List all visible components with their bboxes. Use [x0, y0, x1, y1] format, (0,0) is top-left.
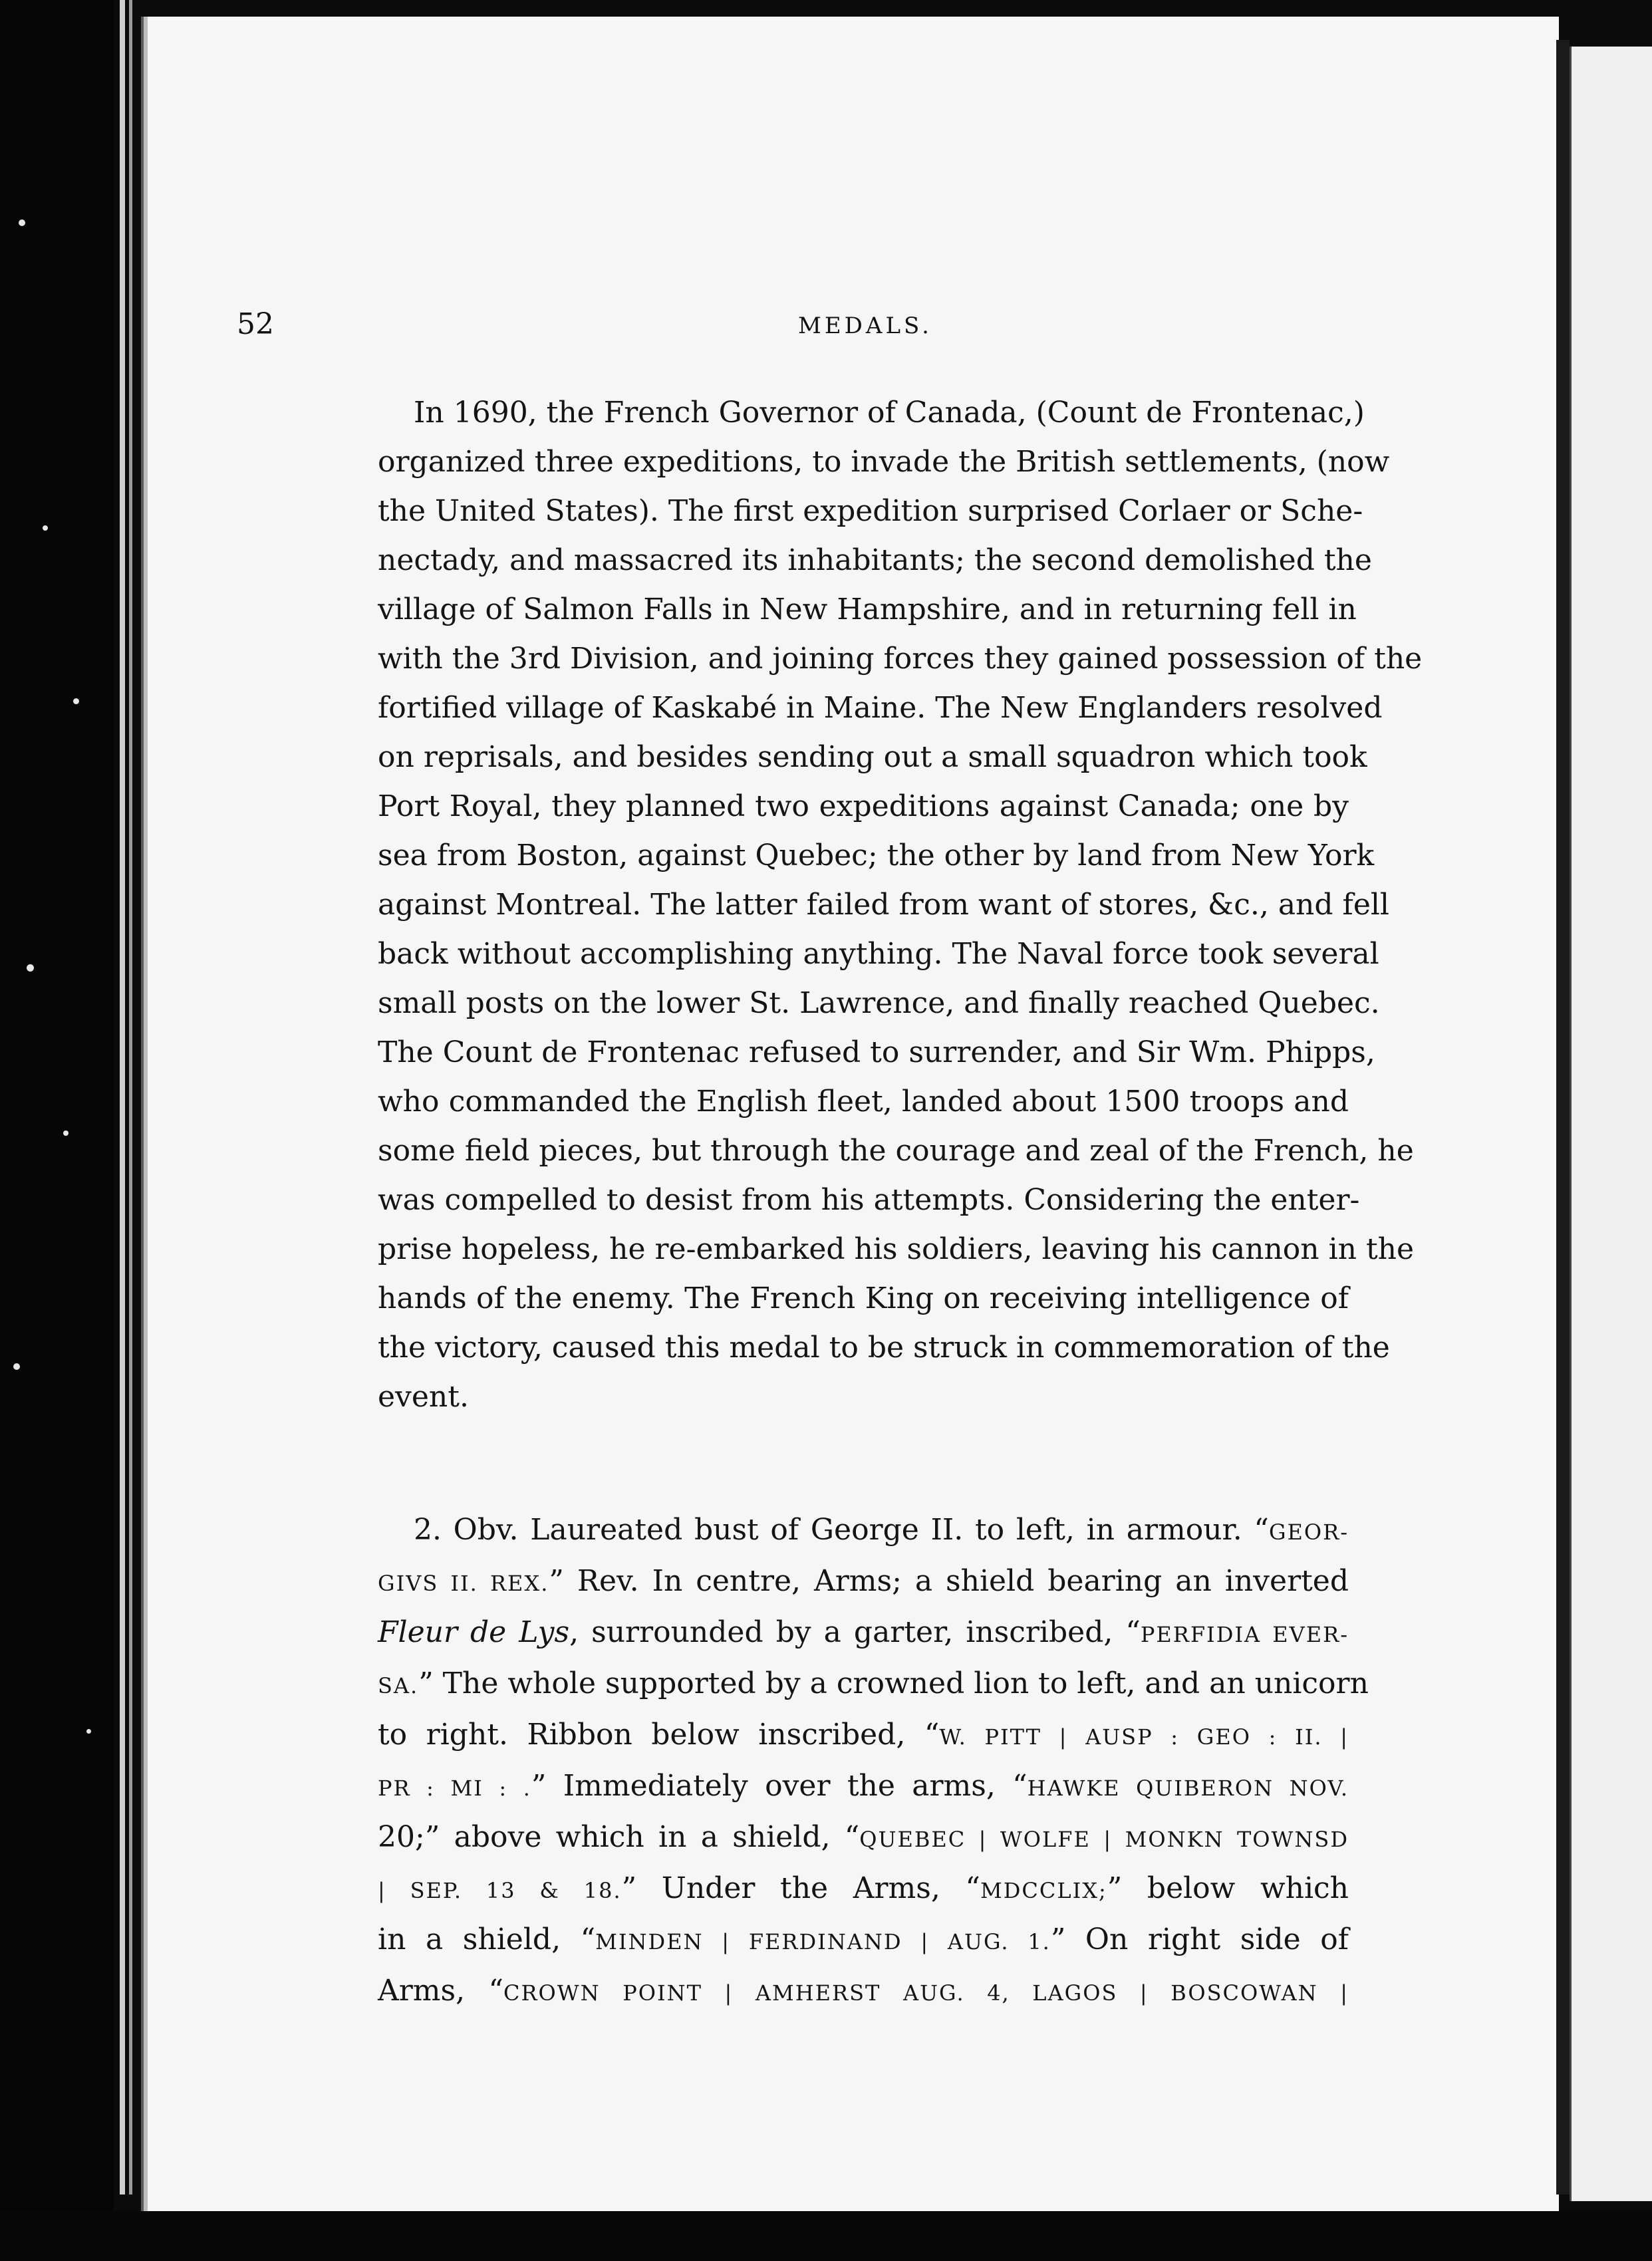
text-run: ” The whole supported by a crowned lion to left, and an unicorn: [418, 1666, 1369, 1700]
text-line: [378, 1762, 1349, 1813]
scan-speck: [43, 525, 48, 531]
text-line: the victory, caused this medal to be struck in commemoration of the: [378, 1331, 1390, 1365]
scan-speck: [27, 964, 34, 972]
scan-border-bottom: [0, 2211, 1652, 2261]
text-line: nectady, and massacred its inhabitants; the second demolished the: [378, 543, 1372, 577]
paragraph-history: [378, 388, 1423, 1422]
scan-speck: [13, 1363, 20, 1370]
facing-page-edge: [1570, 47, 1652, 2201]
text-line: [378, 1710, 1349, 1762]
text-line: [378, 1506, 1349, 1557]
scan-speck: [19, 219, 25, 226]
text-line: [378, 1659, 1369, 1710]
text-line: fortified village of Kaskabé in Maine. The New Englanders resolved: [378, 691, 1383, 725]
text-line: the United States). The first expedition surprised Corlaer or Sche-: [378, 494, 1363, 528]
text-line: some field pieces, but through the courage and zeal of the French, he: [378, 1134, 1414, 1168]
page-edge: [129, 0, 132, 2194]
running-head: MEDALS.: [798, 313, 932, 339]
text-run: in a shield, “: [378, 1923, 596, 1956]
scan-border-left: [0, 0, 113, 2261]
text-line: village of Salmon Falls in New Hampshire, and in returning fell in: [378, 593, 1357, 626]
text-line: small posts on the lower St. Lawrence, and finally reached Quebec.: [378, 986, 1380, 1020]
text-line: The Count de Frontenac refused to surrender, and Sir Wm. Phipps,: [378, 1035, 1375, 1069]
text-run: , surrounded by a garter, inscribed, “: [569, 1615, 1141, 1649]
text-line: with the 3rd Division, and joining forces they gained possession of the: [378, 642, 1423, 676]
page-number: 52: [237, 307, 274, 341]
inscription-run: QUEBEC | WOLFE | MONKN TOWNSD: [859, 1827, 1349, 1852]
text-line: organized three expeditions, to invade the British settlements, (now: [378, 445, 1390, 479]
text-line: sea from Boston, against Quebec; the other by land from New York: [378, 839, 1375, 872]
paragraph-medal-description: [378, 1506, 1369, 2018]
inscription-run: GIVS II. REX.: [378, 1571, 549, 1596]
text-run: ” Under the Arms, “: [621, 1871, 980, 1905]
text-line: [378, 1864, 1349, 1915]
text-line: [378, 1608, 1349, 1659]
text-line: prise hopeless, he re-embarked his soldiers, leaving his cannon in the: [378, 1232, 1415, 1266]
inscription-run: | SEP. 13 & 18.: [378, 1878, 622, 1903]
text-line: [378, 1966, 1349, 2018]
text-line: Port Royal, they planned two expeditions against Canada; one by: [378, 789, 1349, 823]
inscription-run: HAWKE QUIBERON NOV.: [1027, 1776, 1349, 1801]
text-run: ” On right side of: [1050, 1923, 1349, 1956]
text-line: who commanded the English fleet, landed about 1500 troops and: [378, 1085, 1349, 1119]
text-run: Arms, “: [378, 1974, 503, 2008]
scan-speck: [86, 1729, 91, 1734]
text-run: ” Immediately over the arms, “: [531, 1769, 1028, 1803]
text-line: [378, 1813, 1349, 1864]
inscription-run: PR : MI : .: [378, 1776, 531, 1801]
text-run: 20;: [378, 1820, 425, 1854]
text-line: against Montreal. The latter failed from want of stores, &c., and fell: [378, 888, 1390, 922]
text-run: 2. Obv. Laureated bust of George II. to left, in armour. “: [414, 1513, 1269, 1547]
inscription-run: GEOR-: [1268, 1520, 1349, 1545]
inscription-run: SA.: [378, 1673, 419, 1698]
gutter-shadow: [1556, 40, 1570, 2194]
inscription-run: PERFIDIA EVER-: [1140, 1622, 1349, 1647]
text-run: ” above which in a shield, “: [424, 1820, 860, 1854]
inscription-run: MINDEN | FERDINAND | AUG. 1.: [595, 1929, 1051, 1954]
text-line: back without accomplishing anything. The Naval force took several: [378, 937, 1379, 971]
scan-speck: [63, 1130, 69, 1136]
inscription-run: CROWN POINT | AMHERST AUG. 4, LAGOS | BOSCOWAN |: [503, 1980, 1349, 2006]
text-line: on reprisals, and besides sending out a small squadron which took: [378, 740, 1367, 774]
text-run: ” Rev. In centre, Arms; a shield bearing an inverted: [549, 1564, 1349, 1598]
text-line: In 1690, the French Governor of Canada, (Count de Frontenac,): [414, 396, 1365, 430]
page-edge: [120, 0, 125, 2194]
text-line: event.: [378, 1380, 469, 1414]
scan-speck: [73, 698, 79, 704]
text-line: [378, 1557, 1349, 1608]
text-line: [378, 1915, 1349, 1966]
text-line: was compelled to desist from his attempts. Considering the enter-: [378, 1183, 1360, 1217]
text-line: hands of the enemy. The French King on receiving intelligence of: [378, 1281, 1349, 1315]
text-run: to right. Ribbon below inscribed, “: [378, 1718, 940, 1752]
italic-run: Fleur de Lys: [378, 1615, 570, 1649]
inscription-run: W. PITT | AUSP : GEO : II. |: [939, 1724, 1349, 1750]
text-run: ” below which: [1107, 1871, 1349, 1905]
inscription-run: MDCCLIX;: [980, 1878, 1107, 1903]
